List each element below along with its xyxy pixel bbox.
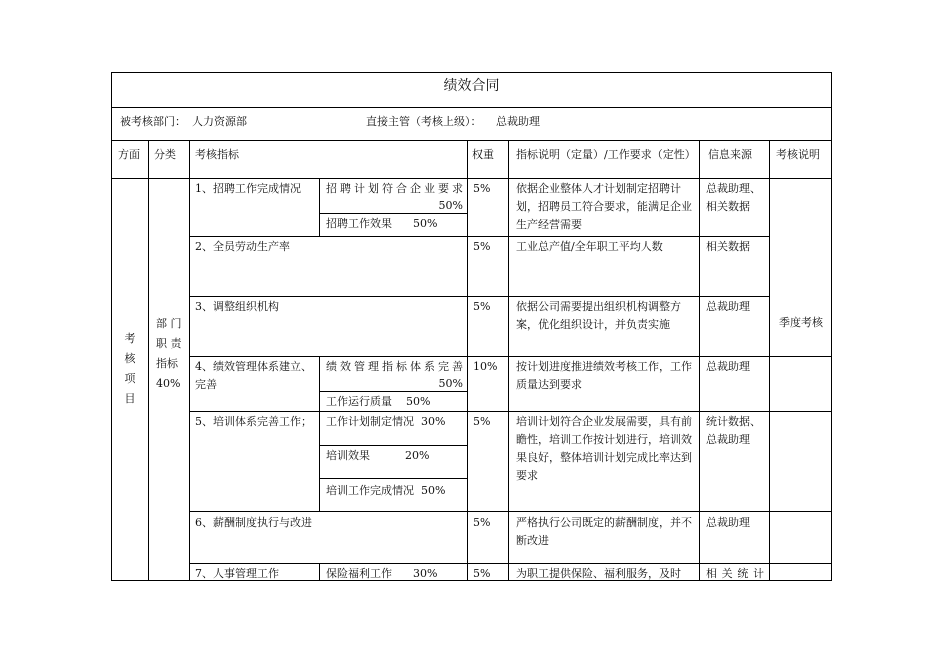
description-4: 按计划进度推进绩效考核工作，工作质量达到要求 — [516, 360, 692, 391]
indicator-6: 6、薪酬制度执行与改进 — [195, 516, 312, 529]
sub-indicator-4a: 绩效管理指标体系完善 — [326, 360, 463, 373]
weight-7: 5% — [473, 567, 491, 580]
dept-value: 人力资源部 — [192, 115, 247, 128]
sub-indicator-1b: 招聘工作效果 50% — [326, 217, 438, 230]
sub-indicator-4a-weight: 50% — [438, 377, 463, 390]
description-5: 培训计划符合企业发展需要，具有前瞻性，培训工作按计划进行，培训效果良好，整体培训计划完成比率达到要求 — [516, 415, 692, 482]
description-1: 依据企业整体人才计划制定招聘计划，招聘员工符合要求，能满足企业生产经营需要 — [516, 182, 692, 231]
weight-5: 5% — [473, 415, 491, 428]
category-cell: 部 门 职 责 指标 40% — [156, 317, 182, 390]
source-7: 相 关 统 计 — [706, 567, 764, 580]
sub-indicator-4b: 工作运行质量 50% — [326, 395, 431, 408]
indicator-2: 2、全员劳动生产率 — [195, 240, 290, 253]
supervisor-label: 直接主管（考核上级）： — [366, 115, 482, 128]
description-6: 严格执行公司既定的薪酬制度，并不断改进 — [516, 516, 692, 547]
aspect-cell: 考 核 项 目 — [124, 332, 136, 405]
note-cell: 季度考核 — [779, 316, 823, 329]
source-5: 统计数据、总裁助理 — [706, 415, 761, 446]
weight-3: 5% — [473, 300, 491, 313]
info-divider — [112, 140, 831, 141]
col-divider — [148, 140, 149, 581]
title-divider — [112, 107, 831, 108]
sub-indicator-5b: 培训效果 20% — [326, 449, 430, 462]
source-4: 总裁助理 — [706, 360, 750, 373]
sub-divider — [319, 478, 467, 479]
col-divider — [189, 140, 190, 581]
source-3: 总裁助理 — [706, 300, 750, 313]
col-divider — [467, 140, 468, 581]
header-note: 考核说明 — [776, 148, 820, 161]
weight-1: 5% — [473, 182, 491, 195]
indicator-7: 7、人事管理工作 — [195, 567, 279, 580]
description-2: 工业总产值/全年职工平均人数 — [516, 240, 663, 253]
description-7: 为职工提供保险、福利服务，及时 — [516, 567, 681, 580]
dept-label: 被考核部门： — [120, 115, 186, 128]
supervisor-value: 总裁助理 — [496, 115, 540, 128]
sub-indicator-5c: 培训工作完成情况 50% — [326, 484, 446, 497]
sub-indicator-5a: 工作计划制定情况 30% — [326, 415, 446, 428]
header-indicator: 考核指标 — [195, 148, 239, 161]
sub-indicator-1a: 招聘计划符合企业要求 — [326, 182, 463, 195]
source-6: 总裁助理 — [706, 516, 750, 529]
indicator-3: 3、调整组织机构 — [195, 300, 279, 313]
sub-indicator-1a-weight: 50% — [438, 199, 463, 212]
indicator-5: 5、培训体系完善工作； — [195, 415, 312, 428]
header-source: 信息来源 — [708, 148, 752, 161]
source-2: 相关数据 — [706, 240, 750, 253]
row-divider — [189, 511, 831, 512]
header-aspect: 方面 — [118, 148, 140, 161]
source-1: 总裁助理、相关数据 — [706, 182, 761, 213]
header-description: 指标说明（定量）/工作要求（定性） — [516, 148, 696, 161]
header-category: 分类 — [154, 148, 176, 161]
weight-6: 5% — [473, 516, 491, 529]
document-title: 绩效合同 — [443, 78, 500, 94]
indicator-1: 1、招聘工作完成情况 — [195, 182, 301, 195]
weight-2: 5% — [473, 240, 491, 253]
performance-contract-table — [111, 72, 832, 581]
sub-indicator-7a: 保险福利工作 30% — [326, 567, 438, 580]
indicator-4: 4、绩效管理体系建立、完善 — [195, 360, 312, 391]
weight-4: 10% — [473, 360, 498, 373]
description-3: 依据公司需要提出组织机构调整方案，优化组织设计，并负责实施 — [516, 300, 681, 331]
header-weight: 权重 — [472, 148, 494, 161]
